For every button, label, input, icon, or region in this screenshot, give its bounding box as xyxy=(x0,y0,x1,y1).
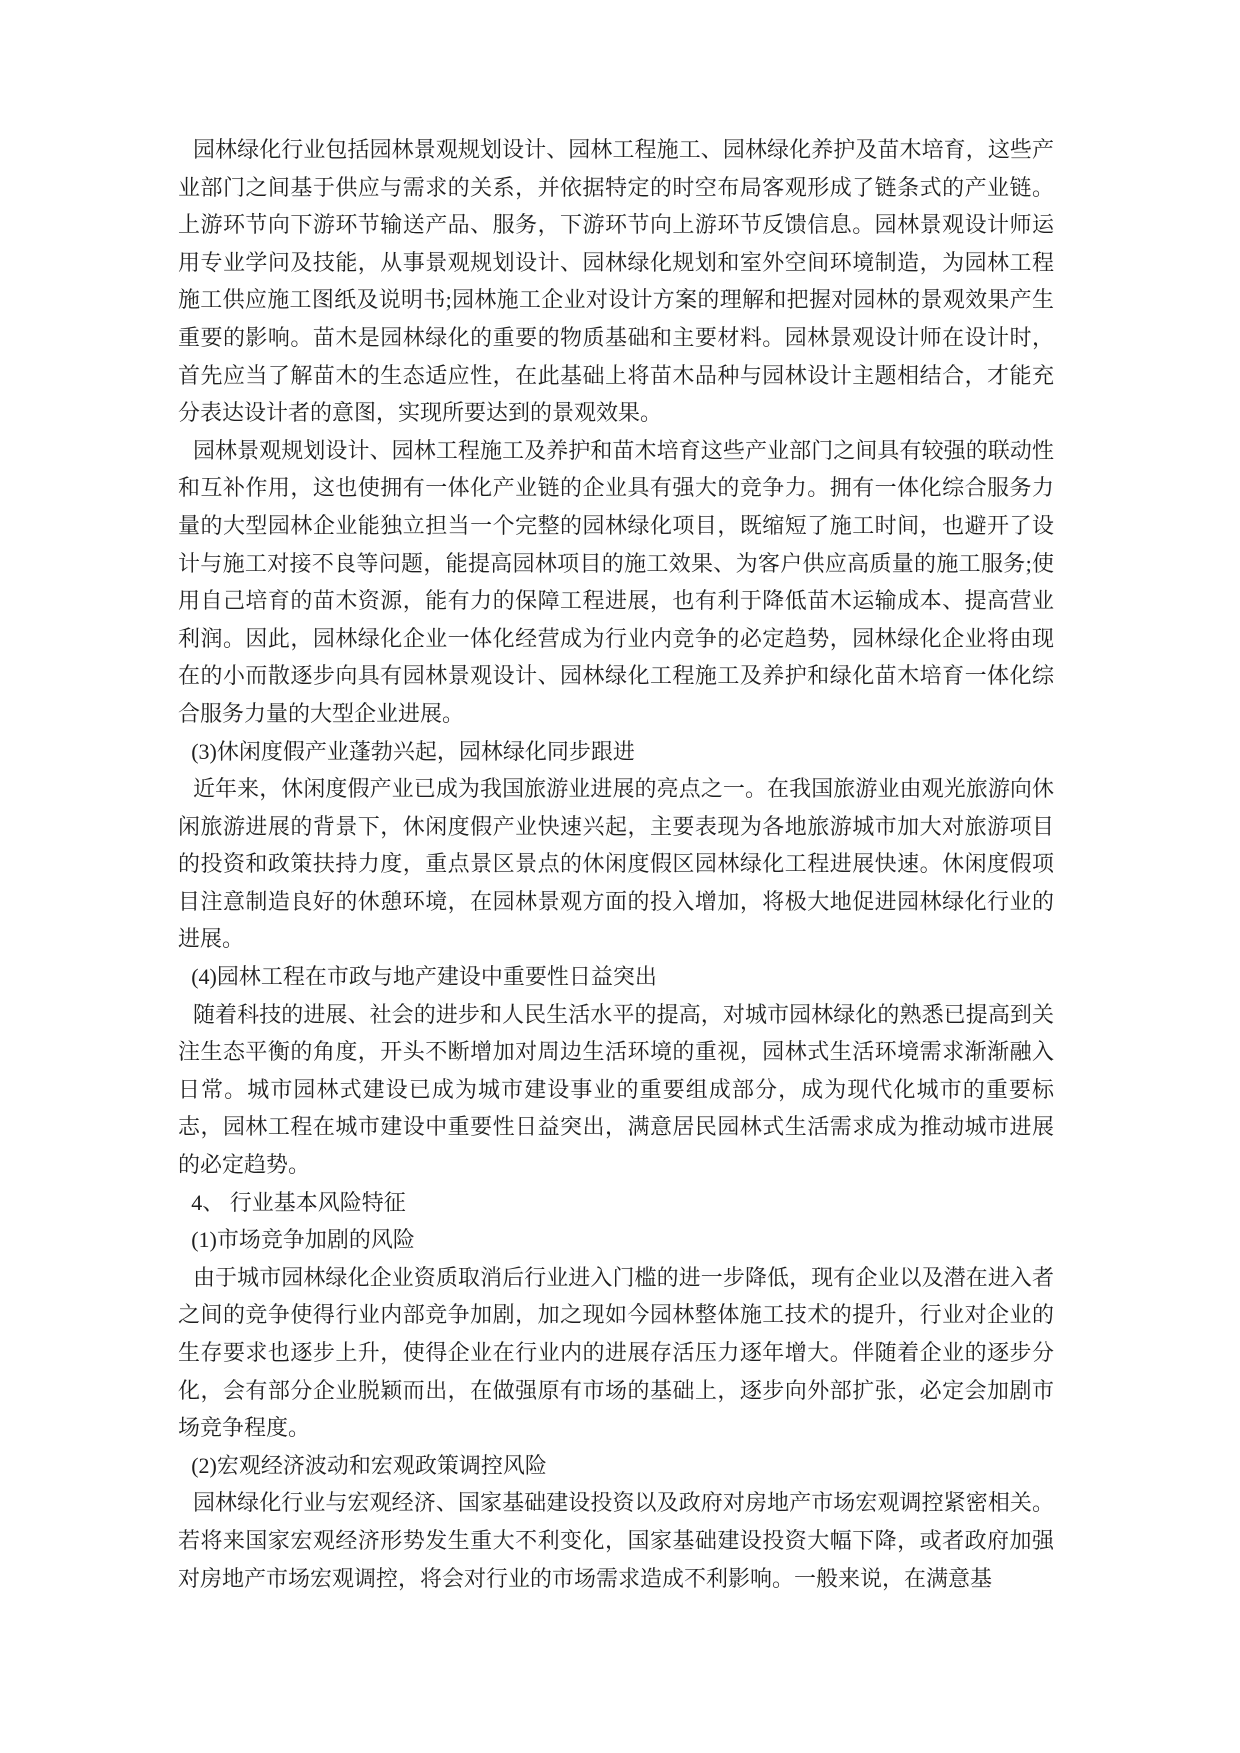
section-heading-4-municipal: (4)园林工程在市政与地产建设中重要性日益突出 xyxy=(191,964,657,990)
paragraph-integration-trend: 园林景观规划设计、园林工程施工及养护和苗木培育这些产业部门之间具有较强的联动性和互补作用，这也使拥有一体化产业链的企业具有强大的竞争力。拥有一体化综合服务力量的大型园林企业能独立担当一个完整的园林绿化项目，既缩短了施工时间，也避开了设计与施工对接不良等问题，能提高园林项目的施工效果、为客户供应高质量的施工服务;使用自己培育的苗木资源，能有力的保障工程进展，也有利于降低苗木运输成本、提高营业利润。因此，园林绿化企业一体化经营成为行业内竞争的必定趋势，园林绿化企业将由现在的小而散逐步向具有园林景观设计、园林绿化工程施工及养护和绿化苗木培育一体化综合服务力量的大型企业进展。 xyxy=(178,437,1054,726)
paragraph-competition-risk: 由于城市园林绿化企业资质取消后行业进入门槛的进一步降低，现有企业以及潜在进入者之间的竞争使得行业内部竞争加剧，加之现如今园林整体施工技术的提升，行业对企业的生存要求也逐步上升，使得企业在行业内的进展存活压力逐年增大。伴随着企业的逐步分化，会有部分企业脱颖而出，在做强原有市场的基础上，逐步向外部扩张，必定会加剧市场竞争程度。 xyxy=(178,1264,1054,1441)
paragraph-leisure-tourism: 近年来，休闲度假产业已成为我国旅游业进展的亮点之一。在我国旅游业由观光旅游向休闲旅游进展的背景下，休闲度假产业快速兴起，主要表现为各地旅游城市加大对旅游项目的投资和政策扶持力度，重点景区景点的休闲度假区园林绿化工程进展快速。休闲度假项目注意制造良好的休憩环境，在园林景观方面的投入增加，将极大地促进园林绿化行业的进展。 xyxy=(178,776,1054,952)
paragraph-urban-construction: 随着科技的进展、社会的进步和人民生活水平的提高，对城市园林绿化的熟悉已提高到关注生态平衡的角度，开头不断增加对周边生活环境的重视，园林式生活环境需求渐渐融入日常。城市园林式建设已成为城市建设事业的重要组成部分，成为现代化城市的重要标志，园林工程在城市建设中重要性日益突出，满意居民园林式生活需求成为推动城市进展的必定趋势。 xyxy=(178,1001,1054,1178)
paragraph-industry-chain: 园林绿化行业包括园林景观规划设计、园林工程施工、园林绿化养护及苗木培育，这些产业部门之间基于供应与需求的关系，并依据特定的时空布局客观形成了链条式的产业链。上游环节向下游环节输送产品、服务，下游环节向上游环节反馈信息。园林景观设计师运用专业学问及技能，从事景观规划设计、园林绿化规划和室外空间环境制造，为园林工程施工供应施工图纸及说明书;园林施工企业对设计方案的理解和把握对园林的景观效果产生重要的影响。苗木是园林绿化的重要的物质基础和主要材料。园林景观设计师在设计时，首先应当了解苗木的生态适应性，在此基础上将苗木品种与园林设计主题相结合，才能充分表达设计者的意图，实现所要达到的景观效果。 xyxy=(178,137,1054,426)
paragraph-macro-risk: 园林绿化行业与宏观经济、国家基础建设投资以及政府对房地产市场宏观调控紧密相关。若将来国家宏观经济形势发生重大不利变化，国家基础建设投资大幅下降，或者政府加强对房地产市场宏观调控，将会对行业的市场需求造成不利影响。一般来说，在满意基 xyxy=(178,1490,1054,1591)
section-heading-risk-features: 4、 行业基本风险特征 xyxy=(191,1189,406,1215)
section-heading-3-leisure: (3)休闲度假产业蓬勃兴起，园林绿化同步跟进 xyxy=(191,738,635,764)
section-heading-1-competition: (1)市场竞争加剧的风险 xyxy=(191,1227,415,1253)
section-heading-2-macro: (2)宏观经济波动和宏观政策调控风险 xyxy=(191,1452,547,1478)
